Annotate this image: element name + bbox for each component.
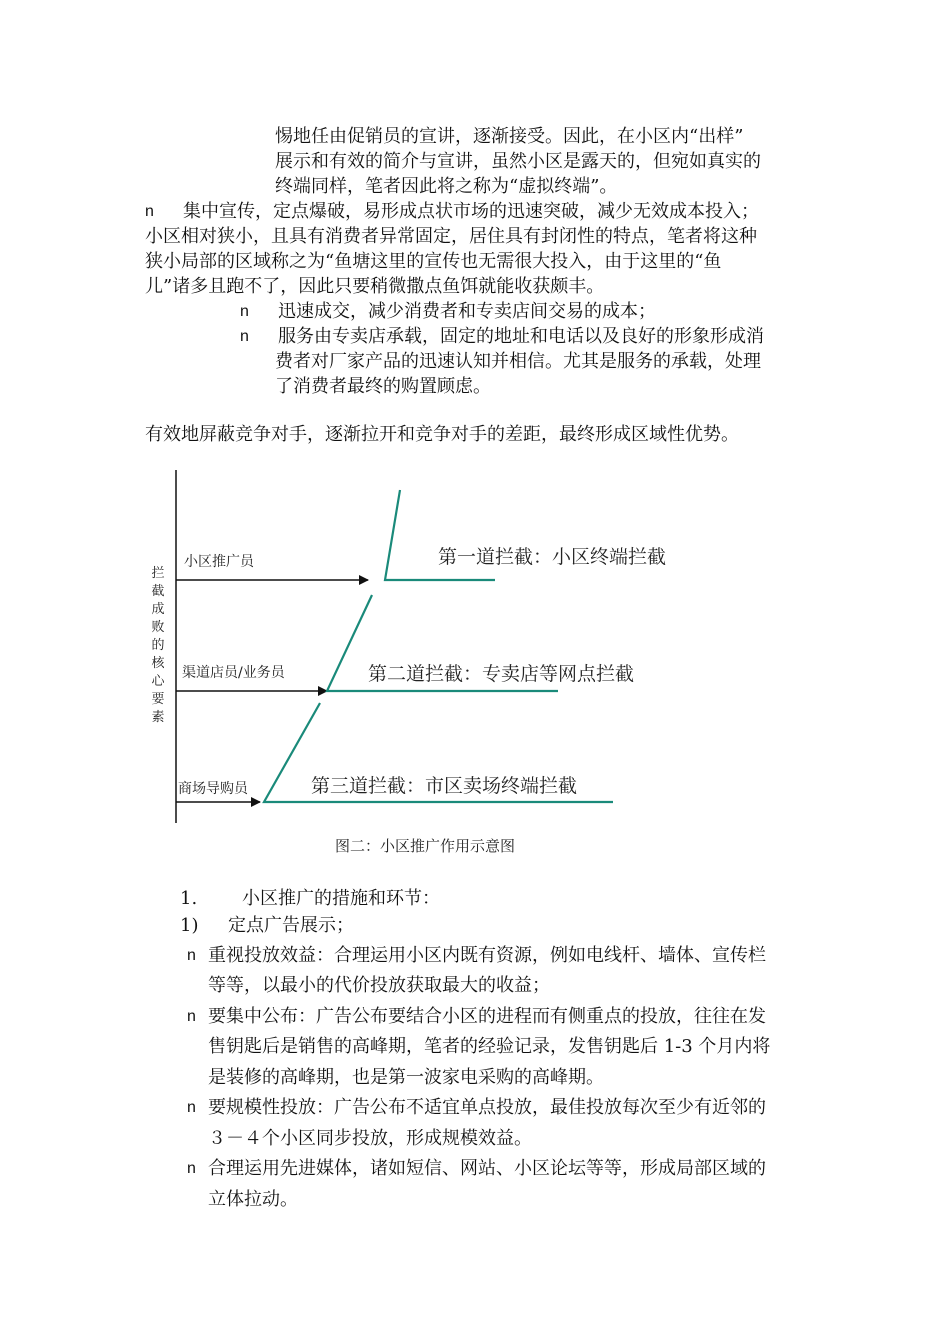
- paragraph-1-line-3: 终端同样，笔者因此将之称为“虚拟终端”。: [275, 176, 618, 197]
- paragraph-1-line-1: 惕地任由促销员的宣讲，逐渐接受。因此，在小区内“出样”: [275, 126, 744, 147]
- subsection-number: 1): [180, 915, 199, 936]
- paragraph-2-line-1: 集中宣传，定点爆破，易形成点状市场的迅速突破，减少无效成本投入；: [183, 201, 759, 222]
- vertical-label-char: 败: [151, 620, 165, 635]
- bullet-marker: n: [187, 1160, 196, 1177]
- list-item-1-line-1: 重视投放效益：合理运用小区内既有资源，例如电线杆、墙体、宣传栏: [208, 945, 766, 966]
- vertical-label-char: 截: [151, 584, 165, 599]
- interception-diagram: [140, 463, 667, 863]
- diagram-vertical-label: [151, 565, 165, 725]
- paragraph-4-line-2: 费者对厂家产品的迅速认知并相信。尤其是服务的承载，处理: [275, 351, 761, 372]
- barrier-label-1: 第一道拦截：小区终端拦截: [438, 546, 667, 568]
- list-item-3-line-2: ３－４个小区同步投放，形成规模效益。: [208, 1128, 532, 1149]
- list-item-4-line-1: 合理运用先进媒体，诸如短信、网站、小区论坛等等，形成局部区域的: [208, 1158, 766, 1179]
- list-item-2-line-2: 售钥匙后是销售的高峰期，笔者的经验记录，发售钥匙后 1-3 个月内将: [208, 1036, 771, 1057]
- paragraph-4-line-3: 了消费者最终的购置顾虑。: [275, 376, 491, 397]
- list-item-3-line-1: 要规模性投放：广告公布不适宜单点投放，最佳投放每次至少有近邻的: [208, 1097, 766, 1118]
- section-heading: 小区推广的措施和环节：: [242, 888, 440, 909]
- paragraph-5-line-1: 有效地屏蔽竞争对手，逐渐拉开和竞争对手的差距，最终形成区域性优势。: [145, 424, 739, 445]
- arrow-label-3: 商场导购员: [178, 781, 248, 797]
- bullet-marker: n: [187, 1008, 196, 1025]
- list-item-1-line-2: 等等，以最小的代价投放获取最大的收益；: [208, 975, 550, 996]
- vertical-label-char: 要: [151, 692, 165, 707]
- list-item-2-line-1: 要集中公布：广告公布要结合小区的进程而有侧重点的投放，往往在发: [208, 1006, 766, 1027]
- vertical-label-char: 的: [151, 638, 165, 653]
- paragraph-2-line-4: 儿”诸多且跑不了，因此只要稍微撒点鱼饵就能收获颇丰。: [145, 276, 605, 297]
- section-number: 1.: [180, 888, 198, 909]
- subsection-heading: 定点广告展示；: [228, 915, 354, 936]
- list-item-4-line-2: 立体拉动。: [208, 1189, 298, 1210]
- bullet-marker: n: [187, 947, 196, 964]
- list-item-2-line-3: 是装修的高峰期，也是第一波家电采购的高峰期。: [208, 1067, 604, 1088]
- bullet-marker: n: [240, 303, 249, 320]
- bullet-marker: n: [187, 1099, 196, 1116]
- paragraph-2-line-3: 狭小局部的区域称之为“鱼塘这里的宣传也无需很大投入，由于这里的“鱼: [145, 251, 722, 272]
- vertical-label-char: 核: [151, 656, 165, 671]
- bullet-marker: n: [145, 203, 154, 220]
- arrow-label-1: 小区推广员: [184, 554, 254, 570]
- arrow-label-2: 渠道店员/业务员: [182, 665, 285, 681]
- paragraph-1-line-2: 展示和有效的简介与宣讲，虽然小区是露天的，但宛如真实的: [275, 151, 761, 172]
- paragraph-2-line-2: 小区相对狭小，且具有消费者异常固定，居住具有封闭性的特点，笔者将这种: [145, 226, 757, 247]
- bullet-marker: n: [240, 328, 249, 345]
- vertical-label-char: 成: [151, 602, 165, 617]
- paragraph-4-line-1: 服务由专卖店承载，固定的地址和电话以及良好的形象形成消: [278, 326, 764, 347]
- vertical-label-char: 心: [151, 674, 165, 689]
- diagram-caption: 图二：小区推广作用示意图: [335, 837, 516, 855]
- barrier-label-3: 第三道拦截：市区卖场终端拦截: [311, 775, 578, 797]
- barrier-label-2: 第二道拦截：专卖店等网点拦截: [368, 663, 635, 685]
- vertical-label-char: 素: [151, 710, 165, 725]
- vertical-label-char: 拦: [151, 566, 165, 581]
- paragraph-3-line-1: 迅速成交，减少消费者和专卖店间交易的成本；: [278, 301, 656, 322]
